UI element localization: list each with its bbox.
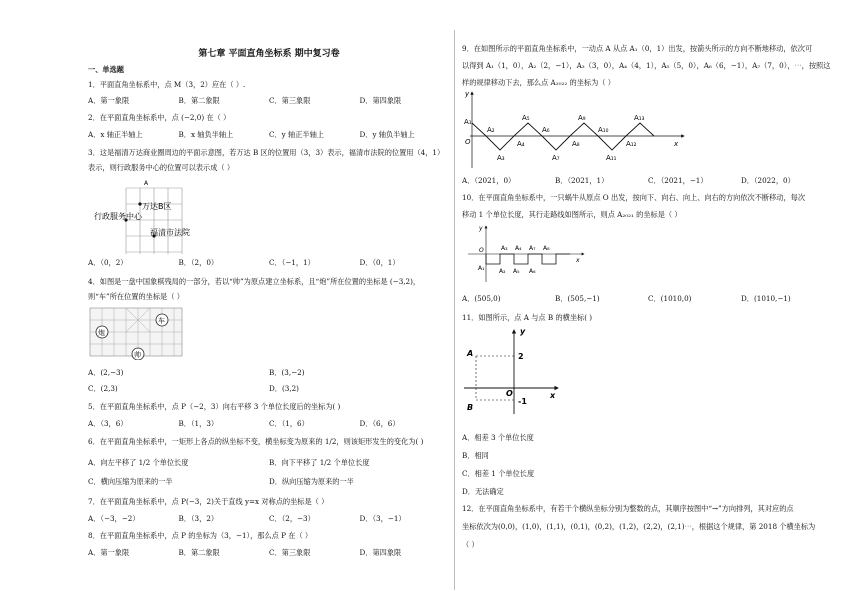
- point-label-a4: A₄: [517, 140, 525, 148]
- question-6: 6．在平面直角坐标系中，一矩形上各点的纵坐标不变，横坐标变为原来的 1/2，则该矩形发生的变化为( ): [88, 437, 424, 446]
- cannon-piece: 炮: [98, 329, 105, 337]
- question-3-line1: 3．这是福清万达商业圈周边的平面示意图，若万达 B 区的位置用（3，3）表示，福清市法院的位置用（4，1）: [88, 148, 445, 157]
- option-b[interactable]: B．（3，2）: [178, 514, 219, 523]
- option-c[interactable]: C．（1，6）: [269, 419, 309, 428]
- origin-label: O: [479, 247, 484, 254]
- point-label-a6: A₆: [542, 126, 550, 134]
- option-d[interactable]: D．（6，6）: [359, 419, 400, 428]
- axis-x-label: x: [674, 140, 679, 148]
- option-b[interactable]: B．第二象限: [178, 96, 220, 105]
- option-a[interactable]: A．(2,−3): [88, 368, 124, 377]
- question-4-line2: 则“车”所在位置的坐标是（ ）: [88, 292, 184, 301]
- option-c[interactable]: C．横向压缩为原来的一半: [88, 477, 173, 486]
- option-b[interactable]: B．(505,−1): [555, 294, 600, 303]
- point-label-a13: A₁₃: [634, 114, 645, 122]
- question-9-line3: 样的规律移动下去，那么点 A₂₀₂₂ 的坐标为（ ）: [462, 78, 615, 87]
- option-b[interactable]: B．第二象限: [178, 548, 220, 557]
- chess-board-figure: [88, 306, 188, 360]
- point-label-a5: A₅: [522, 114, 530, 122]
- option-a[interactable]: A．第一象限: [88, 96, 130, 105]
- question-10-line2: 移动 1 个单位长度，其行走路线如图所示，则点 A₂₀₂₁ 的坐标是（ ）: [462, 210, 682, 219]
- option-b[interactable]: B．(3,−2): [269, 368, 305, 377]
- question-1-options: [88, 96, 450, 106]
- option-a[interactable]: A．第一象限: [88, 548, 130, 557]
- point-label-a1: A₁: [478, 265, 485, 272]
- axis-x-label: x: [550, 391, 556, 400]
- point-label-a7: A₇: [552, 154, 560, 162]
- option-a[interactable]: A．(505,0): [462, 294, 501, 303]
- chariot-piece: 车: [158, 317, 165, 325]
- point-label-a6: A₆: [529, 268, 536, 275]
- column-divider: [454, 30, 455, 590]
- point-label-a8: A₈: [572, 140, 580, 148]
- option-a[interactable]: A．向左平移了 1/2 个单位长度: [88, 458, 189, 467]
- option-d[interactable]: D．纵向压缩为原来的一半: [269, 477, 354, 486]
- question-5-options: [88, 419, 450, 429]
- option-d[interactable]: D．y 轴负半轴上: [359, 130, 415, 139]
- option-d[interactable]: D．(1010,−1): [741, 294, 791, 303]
- option-d[interactable]: D．第四象限: [359, 96, 402, 105]
- option-d[interactable]: D．第四象限: [359, 548, 402, 557]
- question-5: 5．在平面直角坐标系中，点 P（−2，3）向右平移 3 个单位长度后的坐标为( ): [88, 402, 341, 411]
- option-a[interactable]: A．x 轴正半轴上: [88, 130, 143, 139]
- option-c[interactable]: C．(1010,0): [648, 294, 692, 303]
- question-10-line1: 10．在平面直角坐标系中，一只蜗牛从原点 O 出发，按向下、向右、向上、向右的方向依次不断移动，每次: [462, 193, 806, 202]
- option-c[interactable]: C．(2,3): [88, 384, 118, 393]
- question-4-options-cd: [88, 384, 450, 394]
- question-8-options: [88, 548, 450, 558]
- option-c[interactable]: C．（2，−3）: [269, 514, 315, 523]
- question-4-line1: 4．如图是一盘中国象棋残局的一部分，若以“帅”为原点建立坐标系，且“炮”所在位置的坐标是 (−3,2)，: [88, 277, 421, 286]
- option-c[interactable]: C．第三象限: [269, 96, 311, 105]
- grid-top-label: A: [144, 180, 149, 187]
- option-d[interactable]: D．（2022，0）: [741, 176, 795, 185]
- point-label-a12: A₁₂: [626, 140, 637, 148]
- question-3-line2: 表示，则行政服务中心的位置可以表示成（ ）: [88, 163, 235, 172]
- left-column: [88, 0, 450, 608]
- option-a[interactable]: A．（3，6）: [88, 419, 128, 428]
- question-11-option-c[interactable]: C．相差 1 个单位长度: [462, 469, 535, 478]
- point-label-a10: A₁₀: [598, 126, 609, 134]
- marshal-piece: 帅: [134, 351, 141, 359]
- point-label-a1: A₁: [464, 118, 472, 126]
- section-heading: 一、单选题: [88, 65, 124, 74]
- court-label: 福清市法院: [150, 228, 190, 237]
- question-11-option-a[interactable]: A．相差 3 个单位长度: [462, 433, 534, 442]
- question-11-option-b[interactable]: B．相同: [462, 451, 489, 460]
- zigzag-figure: [462, 88, 686, 172]
- point-label-a7: A₇: [529, 245, 536, 252]
- point-label-a2: A₂: [499, 268, 506, 275]
- question-9-line1: 9．在如图所示的平面直角坐标系中，一动点 A 从点 A₁（0，1）出发，按箭头所示的方向不断地移动，依次可: [462, 44, 813, 53]
- axis-y-label: y: [465, 90, 470, 98]
- question-7-options: [88, 514, 450, 524]
- tick-label-neg1: -1: [518, 397, 527, 406]
- admin-center-label: 行政服务中心: [94, 212, 142, 221]
- option-a[interactable]: A．（2021，0）: [462, 176, 516, 185]
- question-11: 11．如图所示，点 A 与点 B 的横坐标( ): [462, 313, 593, 322]
- point-a-label: A: [467, 349, 474, 358]
- tick-label-2: 2: [518, 352, 524, 361]
- point-label-a11: A₁₁: [606, 154, 617, 162]
- question-10-options: [462, 294, 834, 304]
- option-b[interactable]: B．（2，0）: [178, 258, 219, 267]
- question-2-options: [88, 130, 450, 140]
- question-12-line2: 坐标依次为(0,0)，(1,0)，(1,1)，(0,1)，(0,2)，(1,2)，(2,2)，(2,1)⋯，根据这个规律，第 2018 个横坐标为: [462, 522, 816, 531]
- right-column: [462, 0, 834, 608]
- question-12-line3: （ ）: [462, 540, 479, 549]
- option-b[interactable]: B．x 轴负半轴上: [178, 130, 234, 139]
- map-grid-figure: [88, 176, 198, 256]
- option-a[interactable]: A．（−3，−2）: [88, 514, 140, 523]
- point-label-a3: A₃: [497, 154, 505, 162]
- question-3-options: [88, 258, 450, 268]
- question-6-options-cd: [88, 477, 450, 487]
- question-11-option-d[interactable]: D．无法确定: [462, 487, 504, 496]
- option-c[interactable]: C．y 轴正半轴上: [269, 130, 324, 139]
- axis-x-label: x: [576, 257, 580, 264]
- point-label-a2: A₂: [487, 126, 495, 134]
- option-d[interactable]: D．(3,2): [269, 384, 299, 393]
- option-c[interactable]: C．（−1，1）: [269, 258, 315, 267]
- option-a[interactable]: A．（0，2）: [88, 258, 128, 267]
- origin-label: O: [465, 138, 471, 146]
- question-9-line2: 以得到 A₁（1，0），A₂（2，−1），A₃（3，0），A₄（4，1），A₅（5，0），A₆（6，−1），A₇（7，0），⋯，按照这: [462, 61, 831, 70]
- point-b-label: B: [467, 403, 474, 412]
- point-label-a9: A₉: [578, 114, 586, 122]
- option-b[interactable]: B．向下平移了 1/2 个单位长度: [269, 458, 370, 467]
- point-label-a4: A₄: [515, 245, 522, 252]
- ab-coordinate-figure: [462, 326, 562, 416]
- question-12-line1: 12．在平面直角坐标系中，有若干个横纵坐标分别为整数的点，其顺序按图中“→”方向排列，其对应的点: [462, 504, 794, 513]
- option-c[interactable]: C．第三象限: [269, 548, 311, 557]
- point-label-a8: A₈: [543, 245, 550, 252]
- snail-path-figure: [462, 222, 586, 286]
- question-9-options: [462, 176, 834, 186]
- option-d[interactable]: D．（0，1）: [359, 258, 400, 267]
- option-c[interactable]: C．（2021，−1）: [648, 176, 708, 185]
- axis-y-label: y: [520, 327, 526, 336]
- origin-label: O: [506, 389, 513, 398]
- wanda-b-label: 万达B区: [142, 202, 172, 211]
- point-label-a5: A₅: [513, 268, 520, 275]
- question-7: 7．在平面直角坐标系中，点 P(−3，2)关于直线 y=x 对称点的坐标是（ ）: [88, 497, 329, 506]
- question-2: 2．在平面直角坐标系中，点 (−2,0) 在（ ）: [88, 113, 231, 122]
- question-4-options-ab: [88, 368, 450, 378]
- axis-y-label: y: [479, 225, 483, 232]
- option-b[interactable]: B．（2021，1）: [555, 176, 609, 185]
- question-1: 1．平面直角坐标系中，点 M（3，2）应在（ ）.: [88, 80, 246, 89]
- page-title: 第七章 平面直角坐标系 期中复习卷: [198, 49, 340, 59]
- option-b[interactable]: B．（1，3）: [178, 419, 219, 428]
- point-label-a3: A₃: [501, 245, 508, 252]
- option-d[interactable]: D．（3，−1）: [359, 514, 406, 523]
- question-8: 8．在平面直角坐标系中，点 P 的坐标为（3，−1），那么点 P 在（ ）: [88, 531, 313, 540]
- question-6-options-ab: [88, 458, 450, 468]
